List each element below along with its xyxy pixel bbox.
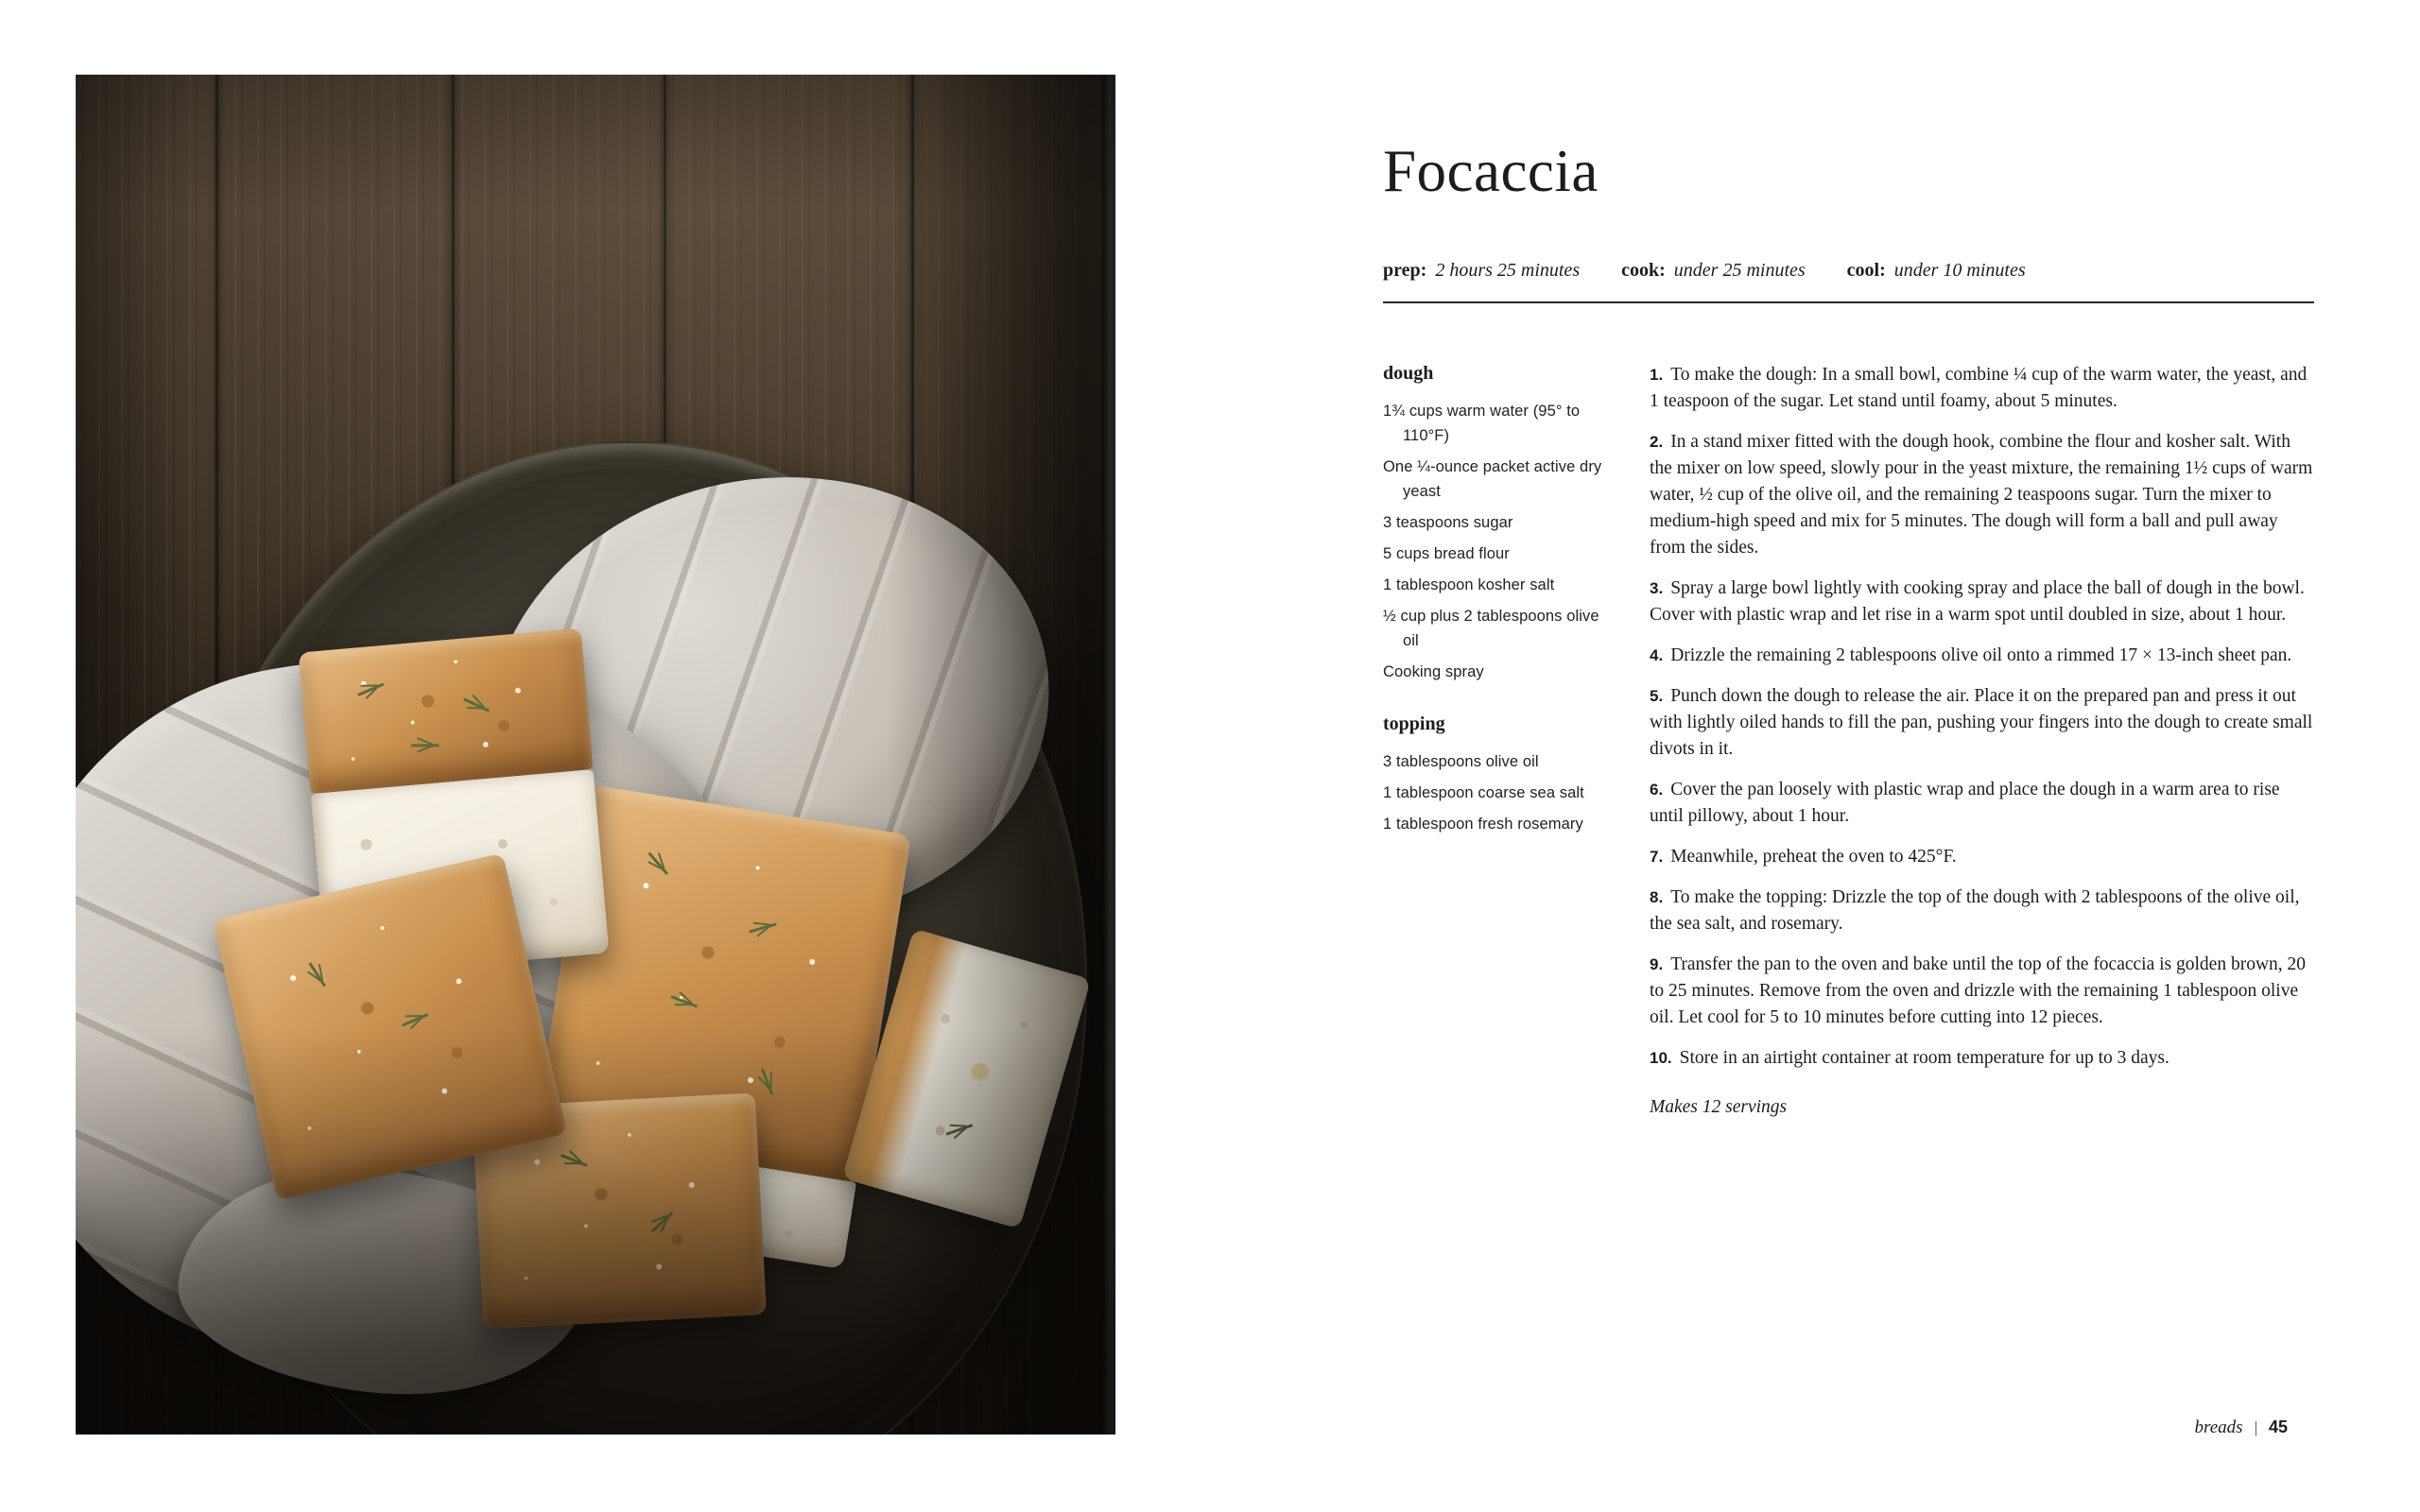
step-number: 6. <box>1650 780 1664 799</box>
meta-value: under 10 minutes <box>1893 259 2026 281</box>
steps-list <box>1650 362 2314 1072</box>
ingredient-item: 1¾ cups warm water (95° to 110°F) <box>1383 402 1581 444</box>
meta-cook <box>1621 260 1806 282</box>
meta-cool <box>1847 260 2026 282</box>
rosemary-sprig <box>945 1124 973 1136</box>
ingredient-item: One ¼-ounce packet active dry yeast <box>1383 457 1602 500</box>
footer-divider: | <box>2254 1418 2257 1436</box>
step-2 <box>1650 429 2314 561</box>
chapter-name: breads <box>2194 1418 2243 1437</box>
step-text: Transfer the pan to the oven and bake until the top of the focaccia is golden brown, 20 to 25 minutes. Remove from the oven and drizzle with the remaining 1 tablespoon olive oil. Let cool for 5 to 10 minutes before cutting into 12 pieces. <box>1650 954 2307 1027</box>
step-number: 9. <box>1650 954 1664 973</box>
step-text: To make the topping: Drizzle the top of the dough with 2 tablespoons of the olive oil, the sea salt, and rosemary. <box>1650 886 2300 934</box>
step-text: Cover the pan loosely with plastic wrap and place the dough in a warm area to rise until pillowy, about 1 hour. <box>1650 779 2280 826</box>
focaccia-crust <box>299 628 594 795</box>
rosemary-sprig <box>402 1013 429 1026</box>
step-text: To make the dough: In a small bowl, combine ¼ cup of the warm water, the yeast, and 1 teaspoon of the sugar. Let stand until foamy, about 5 minutes. <box>1650 364 2308 411</box>
ingredient-item: 1 tablespoon fresh rosemary <box>1383 815 1583 833</box>
table-edge <box>1102 75 1115 1435</box>
rosemary-sprig <box>357 682 385 696</box>
meta-label: cook: <box>1621 259 1666 281</box>
rosemary-sprig <box>651 1211 674 1233</box>
step-text: Drizzle the remaining 2 tablespoons olive oil onto a rimmed 17 × 13-inch sheet pan. <box>1670 644 2292 665</box>
step-number: 10. <box>1650 1048 1672 1067</box>
step-number: 1. <box>1650 365 1664 384</box>
focaccia-photo <box>76 75 1115 1435</box>
ingredient-item: 1 tablespoon kosher salt <box>1383 576 1555 593</box>
step-5 <box>1650 683 2314 763</box>
step-text: Punch down the dough to release the air. Place it on the prepared pan and press it out with lightly oiled hands to fill the pan, pushing your fingers into the dough to create small divots in it. <box>1650 685 2313 759</box>
meta-prep <box>1383 260 1580 282</box>
divider-rule <box>1383 301 2314 303</box>
page-number: 45 <box>2268 1418 2288 1436</box>
step-7 <box>1650 844 2314 870</box>
ingredient-item: 3 teaspoons sugar <box>1383 513 1513 531</box>
ingredient-item: 3 tablespoons olive oil <box>1383 752 1539 770</box>
ingredients-column <box>1383 362 1613 1118</box>
recipe-title: Focaccia <box>1383 138 1599 204</box>
step-6 <box>1650 777 2314 830</box>
step-8 <box>1650 885 2314 937</box>
steps-column <box>1650 362 2314 1118</box>
rosemary-sprig <box>749 922 777 933</box>
rosemary-sprig <box>761 1068 774 1095</box>
rosemary-sprig <box>561 1154 588 1167</box>
meta-label: cool: <box>1846 259 1886 281</box>
step-9 <box>1650 952 2314 1031</box>
step-text: In a stand mixer fitted with the dough hook, combine the flour and kosher salt. With the mixer on low speed, slowly pour in the yeast mixture, the remaining 1½ cups of warm water, ½ cup of the olive oil, and the remaining 2 teaspoons sugar. Turn the mixer to medium-high speed and mix for 5 minutes. The dough will form a ball and pull away from the sides. <box>1650 431 2313 558</box>
step-4 <box>1650 643 2314 669</box>
recipe-page <box>1383 134 2314 1118</box>
meta-label: prep: <box>1383 259 1427 281</box>
page-footer <box>2195 1418 2288 1438</box>
step-number: 8. <box>1650 887 1664 906</box>
ingredient-section-topping <box>1383 713 1613 836</box>
step-number: 2. <box>1650 432 1664 451</box>
step-number: 4. <box>1650 645 1664 664</box>
rosemary-sprig <box>648 851 668 875</box>
ingredient-item: 5 cups bread flour <box>1383 544 1510 562</box>
rosemary-sprig <box>463 697 490 712</box>
ingredient-item: 1 tablespoon coarse sea salt <box>1383 783 1584 801</box>
step-text: Store in an airtight container at room temperature for up to 3 days. <box>1679 1047 2169 1068</box>
rosemary-sprig <box>670 995 698 1008</box>
rosemary-sprig <box>308 962 326 988</box>
rosemary-sprig <box>411 744 440 747</box>
ingredient-section-dough <box>1383 362 1613 684</box>
step-number: 3. <box>1650 578 1664 597</box>
ingredient-heading: dough <box>1383 362 1434 384</box>
yield-note: Makes 12 servings <box>1650 1096 1788 1117</box>
meta-value: under 25 minutes <box>1673 259 1806 281</box>
ingredient-item: Cooking spray <box>1383 662 1484 680</box>
ingredient-item: ½ cup plus 2 tablespoons olive oil <box>1383 607 1599 649</box>
ingredient-heading: topping <box>1383 713 1445 734</box>
step-1 <box>1650 362 2314 415</box>
step-number: 7. <box>1650 847 1664 866</box>
meta-value: 2 hours 25 minutes <box>1435 259 1581 281</box>
recipe-columns <box>1383 362 2314 1118</box>
recipe-meta <box>1383 260 2314 282</box>
step-3 <box>1650 576 2314 628</box>
step-10 <box>1650 1045 2314 1072</box>
step-number: 5. <box>1650 686 1664 705</box>
step-text: Spray a large bowl lightly with cooking spray and place the ball of dough in the bowl. Cover with plastic wrap and let rise in a warm spot until doubled in size, about 1 hour. <box>1650 577 2305 625</box>
step-text: Meanwhile, preheat the oven to 425°F. <box>1670 846 1957 867</box>
